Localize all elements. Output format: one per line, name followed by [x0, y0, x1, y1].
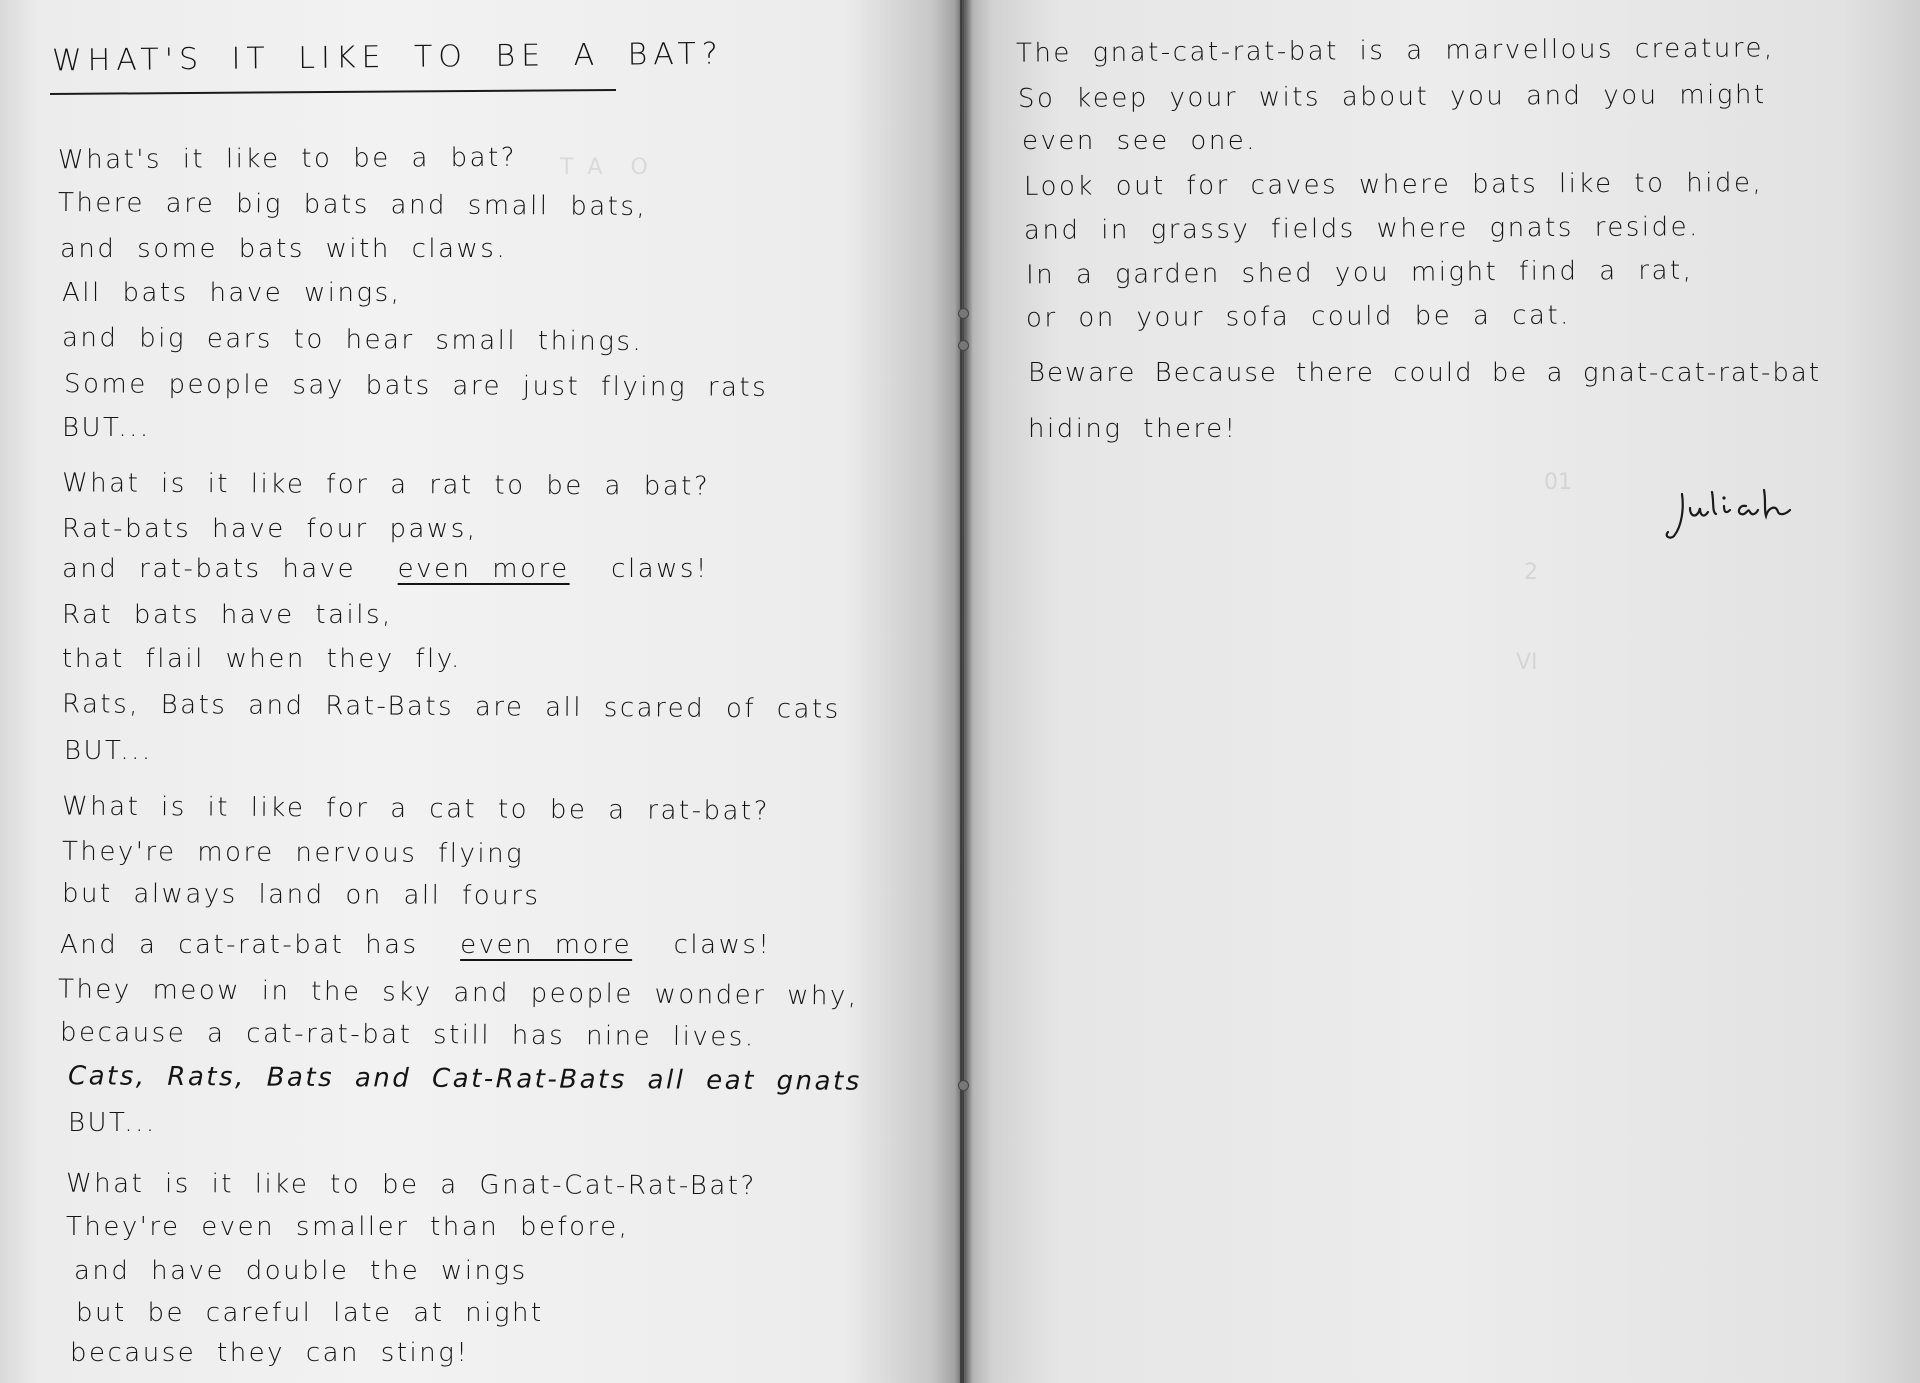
poem-line: What is it like to be a Gnat-Cat-Rat-Bat?: [65, 1168, 757, 1202]
poem-line: All bats have wings,: [62, 278, 402, 308]
poem-line: Rats, Bats and Rat-Bats are all scared of cats: [61, 689, 841, 725]
underlined-emphasis: even more: [460, 930, 633, 960]
poem-line: and in grassy fields where gnats reside.: [1023, 212, 1700, 246]
poem-line: hiding there!: [1028, 414, 1238, 444]
bleed-through-mark: VI: [1516, 650, 1538, 675]
staple-hole: [958, 340, 969, 351]
poem-title: WHAT'S IT LIKE TO BE A BAT?: [51, 36, 724, 79]
poem-line: because a cat-rat-bat still has nine lives.: [59, 1017, 756, 1053]
staple-hole: [958, 1080, 969, 1091]
author-signature: [1660, 486, 1820, 546]
poem-line: and some bats with claws.: [60, 234, 508, 264]
poem-line: Rat bats have tails,: [62, 600, 393, 630]
poem-line: but always land on all fours: [61, 878, 541, 912]
poem-line: even see one.: [1022, 126, 1258, 156]
poem-line: And a cat-rat-bat has even more claws!: [60, 930, 772, 960]
poem-line: What is it like for a cat to be a rat-bat?: [61, 791, 771, 827]
title-underline: [50, 89, 616, 95]
right-page: [964, 0, 1920, 1383]
poem-line: They meow in the sky and people wonder why,: [57, 974, 859, 1012]
poem-line: The gnat-cat-rat-bat is a marvellous creature,: [1015, 33, 1775, 69]
staple-hole: [958, 308, 969, 319]
poem-line: and rat-bats have even more claws!: [62, 554, 709, 584]
poem-line: What's it like to be a bat?: [57, 142, 518, 176]
bleed-through-mark: T A O: [560, 155, 648, 180]
poem-line: or on your sofa could be a cat.: [1025, 300, 1571, 334]
poem-line: There are big bats and small bats,: [57, 187, 648, 223]
poem-line: BUT...: [64, 736, 153, 766]
poem-line: So keep your wits about you and you might: [1017, 80, 1767, 114]
bleed-through-mark: 01: [1544, 470, 1572, 495]
underlined-emphasis: even more: [397, 554, 570, 584]
poem-line: that flail when they fly.: [62, 644, 462, 674]
poem-line: BUT...: [68, 1108, 157, 1138]
poem-line: Beware Because there could be a gnat-cat-rat-bat: [1028, 358, 1822, 388]
poem-line: In a garden shed you might find a rat,: [1025, 255, 1694, 291]
poem-line: but be careful late at night: [76, 1298, 544, 1328]
bleed-through-mark: 2: [1524, 560, 1538, 585]
poem-line: Some people say bats are just flying rats: [63, 369, 769, 403]
poem-line: They're more nervous flying: [61, 836, 525, 870]
poem-line: and big ears to hear small things.: [61, 322, 644, 358]
poem-line: Rat-bats have four paws,: [62, 514, 478, 544]
poem-line: Look out for caves where bats like to hide,: [1023, 168, 1764, 202]
poem-line: They're even smaller than before,: [66, 1212, 630, 1242]
poem-line: and have double the wings: [74, 1256, 528, 1286]
poem-line: BUT...: [62, 413, 151, 443]
poem-line: Cats, Rats, Bats and Cat-Rat-Bats all eat gnats: [67, 1061, 862, 1097]
poem-line: because they can sting!: [70, 1338, 470, 1368]
poem-line: What is it like for a rat to be a bat?: [61, 468, 711, 502]
